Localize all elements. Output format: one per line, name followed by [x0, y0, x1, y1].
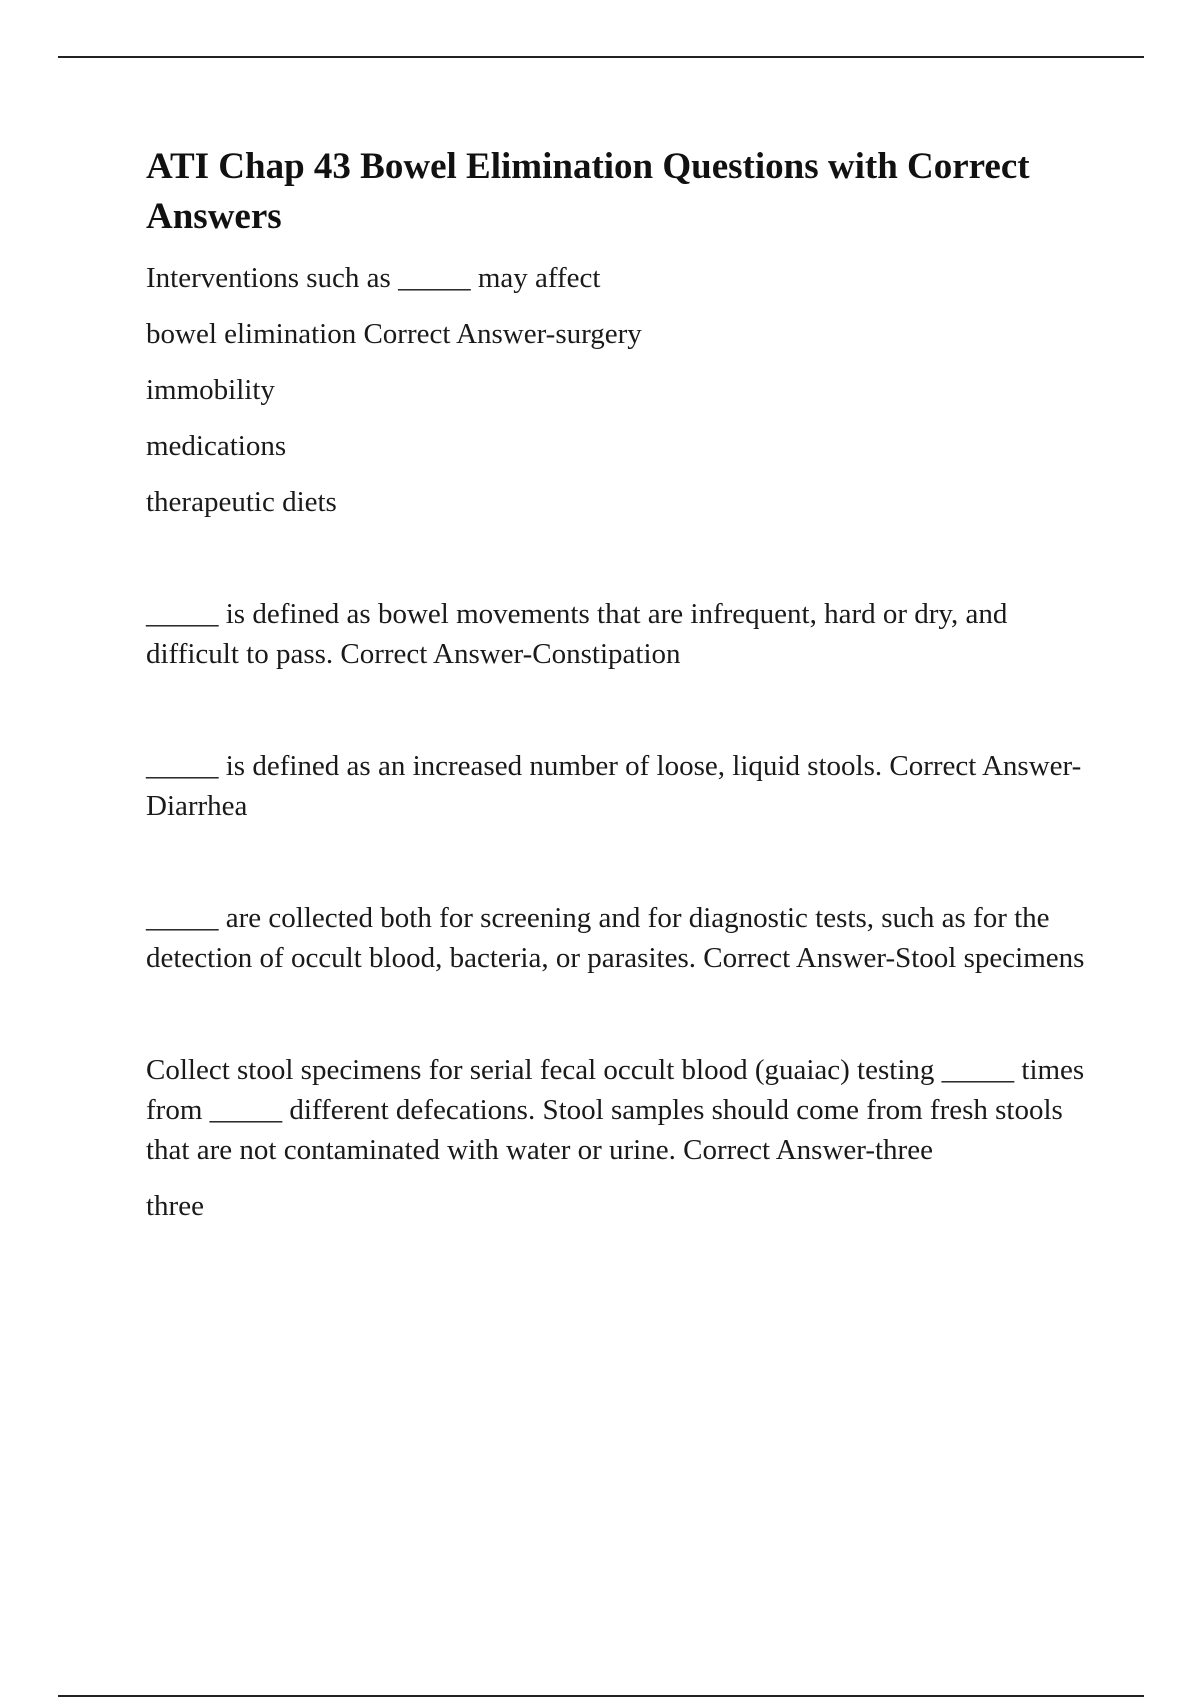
spacer [146, 538, 1096, 594]
question-2: _____ is defined as bowel movements that are infrequent, hard or dry, and difficult to pass. Correct Answer-Constipation [146, 598, 1008, 670]
spacer [146, 994, 1096, 1050]
spacer [146, 690, 1096, 746]
question-1-line: therapeutic diets [146, 486, 337, 518]
question-1-line: Interventions such as _____ may affect [146, 262, 601, 294]
question-1-line: bowel elimination Correct Answer-surgery [146, 318, 642, 350]
document-title: ATI Chap 43 Bowel Elimination Questions with Correct Answers [146, 146, 1030, 237]
question-3: _____ is defined as an increased number of loose, liquid stools. Correct Answer-Diarrhea [146, 750, 1082, 822]
spacer [146, 842, 1096, 898]
question-5: Collect stool specimens for serial fecal occult blood (guaiac) testing _____ times from _____ different defecations. Stool samples should come from fresh stools that are not contaminated with water or urine. Correct Answer-three [146, 1054, 1085, 1166]
top-divider [58, 56, 1144, 58]
question-1-line: medications [146, 430, 287, 462]
question-1-line: immobility [146, 374, 275, 406]
document-body [146, 142, 1096, 1242]
bottom-divider [58, 1695, 1144, 1697]
question-5-extra-answer: three [146, 1190, 204, 1222]
question-4: _____ are collected both for screening and for diagnostic tests, such as for the detection of occult blood, bacteria, or parasites. Correct Answer-Stool specimens [146, 902, 1085, 974]
question-1 [146, 258, 1096, 522]
